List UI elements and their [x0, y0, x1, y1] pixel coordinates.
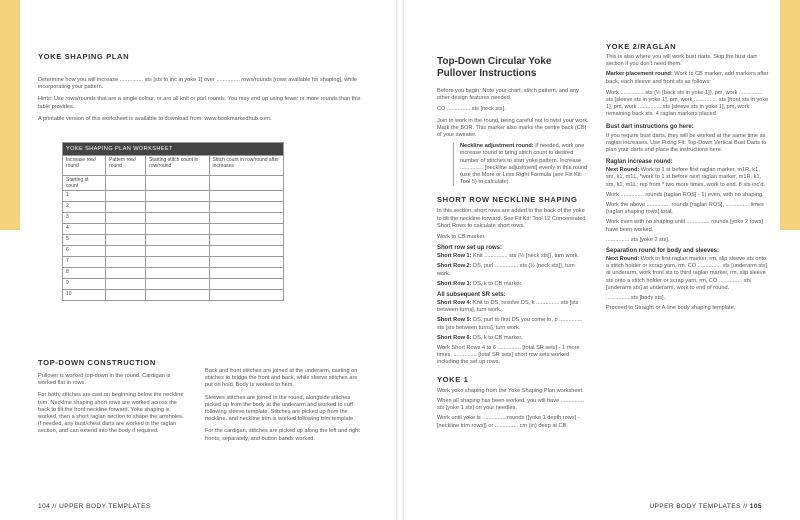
input-cell[interactable] — [146, 279, 209, 290]
table-row — [63, 268, 284, 279]
paragraph: Proceed to Straight or A-line body shaping template. — [606, 305, 736, 312]
worksheet-table-wrapper — [62, 142, 284, 301]
subheading: All subsequent SR sets: — [437, 292, 506, 299]
paragraph: When all shaping has been worked, you will have ............... sts [yoke 1 sts] on your needles. — [437, 397, 585, 412]
input-cell[interactable] — [146, 246, 209, 257]
input-cell[interactable] — [106, 279, 146, 290]
subheading: Separation round for body and sleeves: — [606, 248, 720, 255]
paragraph: Join to work in the round, being careful not to twist your work. Mark the BOR. This marker also marks the centre back (CB) of your sweater. — [437, 117, 589, 139]
paragraph — [437, 253, 589, 260]
paragraph: In this section, short rows are added to the back of the yoke to tilt the neckline forward. See Fit Kit: Tool 12 Concentrated Short Rows to calculate short rows. — [437, 208, 586, 229]
input-cell[interactable] — [146, 213, 209, 224]
inline-label: Marker placement round: — [606, 71, 673, 78]
paragraph: Hints: Use rows/rounds that are a single colour, or are all knit or purl rounds. You may end up using fewer or more rounds than this table provides. — [38, 96, 361, 110]
paragraph: Work even with no shaping until ............... rounds [yoke 2 rows] have been worked. — [606, 219, 763, 233]
paragraph — [437, 317, 589, 331]
inline-text: Work to 1 st before first raglan marker, m1R, k1, sm, k1, m1L, *work to 1 st before next raglan marker, m1R, k1, sm, k1, m1L; rep from * two more times, work to end. 8 sts inc'd. — [606, 167, 765, 188]
paragraph — [437, 263, 589, 277]
paragraph: Work ............... sts (½ [back sts in yoke 1]), pm, work ............... sts [sleeve sts in yoke 1], pm, work ............... sts [front sts in yoke 1], pm, work ............... sts [sleeve sts in yoke 1], pm, work remaining back sts. 4 raglan markers placed. — [606, 89, 769, 118]
inline-label: Next Round: — [606, 167, 640, 174]
yoke-shaping-plan-section — [38, 52, 368, 123]
input-cell[interactable] — [146, 268, 209, 279]
footer-separator: // — [743, 503, 748, 510]
inline-text: Knit to DS, resolve DS, k ............... sts [sts between turns], turn work. — [437, 300, 579, 314]
inline-label: Short Row 3: — [437, 280, 472, 287]
inline-text: If needed, work one increase round to bring stitch count to desired number of stitches to start yoke pattern. Increase ............... [neckline adjustment] evenly in this round (use the More or Less Right Formula (see Fix Kit: Tool 5) to calculate). — [460, 143, 588, 186]
input-cell[interactable] — [106, 191, 146, 202]
book-gutter — [396, 0, 404, 520]
paragraph: For the cardigan, stitches are picked up along the left and right fronts, separately, and button bands worked. — [205, 428, 360, 442]
row-label: 3 — [63, 213, 106, 224]
inline-label: Short Row 4: — [437, 300, 472, 307]
top-down-left-column — [38, 358, 186, 436]
paragraph: ............... sts [yoke 2 sts]. — [606, 236, 670, 243]
section-heading: YOKE 1 — [437, 374, 469, 384]
table-row — [63, 191, 284, 202]
table-row — [63, 213, 284, 224]
section-heading: YOKE SHAPING PLAN — [38, 52, 130, 61]
table-row — [63, 257, 284, 268]
input-cell[interactable] — [209, 290, 284, 301]
paragraph: CO ............... sts [neck sts]. — [437, 106, 506, 113]
section-heading: TOP-DOWN CONSTRUCTION — [38, 358, 156, 367]
inline-text: Knit ............... sts (½ [neck sts]), turn work. — [471, 253, 580, 260]
input-cell[interactable] — [146, 176, 209, 191]
row-label: 6 — [63, 246, 106, 257]
neckline-adjustment-box — [453, 143, 589, 186]
row-label: 10 — [63, 290, 106, 301]
input-cell[interactable] — [209, 213, 284, 224]
inline-label: Short Row 1: — [437, 253, 472, 260]
subheading: Bust dart instructions go here: — [606, 123, 694, 130]
input-cell[interactable] — [106, 176, 146, 191]
input-cell[interactable] — [106, 246, 146, 257]
paragraph: Work Short Rows 4 to 6 ............... [total SR sets] - 1 more times. ............... [total SR sets] short row sets worked including the set up rows. — [437, 345, 580, 366]
inline-label: Neckline adjustment round: — [460, 143, 534, 150]
paragraph — [437, 300, 589, 314]
subheading: Raglan increase round: — [606, 159, 673, 166]
column-header: Stitch count in row/round after increases — [209, 156, 284, 176]
paragraph — [460, 143, 589, 186]
paragraph: Sleeves stitches are joined in the round, alongside stitches picked up from the body at the underarm and worked to cuff following sleeve template. Stitches are picked up from the neckline, and neckline trim is worked following trim template. — [205, 394, 355, 423]
input-cell[interactable] — [146, 224, 209, 235]
inline-label: Short Row 2: — [437, 263, 472, 270]
paragraph: Work yoke shaping from the Yoke Shaping Plan worksheet. — [437, 387, 584, 394]
inline-label: Short Row 5: — [437, 317, 472, 324]
row-label: 7 — [63, 257, 106, 268]
right-page-tab — [780, 0, 800, 230]
row-label: 9 — [63, 279, 106, 290]
paragraph: For both, stitches are cast on beginning below the neckline trim. Neckline shaping short rows are worked across the back to tilt the front neckline forward. Yoke shaping is worked, then a short raglan section to shape the armholes. If needed, any bust/chest darts are worked in the raglan section, and can extend into the body if required. — [38, 392, 184, 435]
input-cell[interactable] — [209, 176, 284, 191]
inline-label: Short Row 6: — [437, 334, 472, 341]
column-header: Starting stitch count in row/round — [146, 156, 209, 176]
section-heading: SHORT ROW NECKLINE SHAPING — [437, 195, 578, 205]
inline-text: Work to first raglan marker, rm, slip sleeve sts onto a stitch holder or scrap yarn, rm, CO ............... sts [underarm sts] at underarm, work front sts to third raglan marker, rm, slip sleeve sts onto a stitch holder or scrap yarn, rm, CO ............... sts [underarm sts] at underarm, work to end of round. — [606, 256, 768, 291]
input-cell[interactable] — [209, 202, 284, 213]
inline-text: DS, purl ............... sts (½ [neck sts]), turn work. — [437, 263, 575, 277]
input-cell[interactable] — [146, 290, 209, 301]
paragraph — [606, 256, 770, 292]
input-cell[interactable] — [106, 224, 146, 235]
paragraph — [606, 167, 770, 189]
input-cell[interactable] — [106, 290, 146, 301]
inline-text: Work to CB marker, add markers after back, each sleeve and front sts as follows: — [606, 71, 769, 85]
section-heading: YOKE 2/RAGLAN — [606, 42, 677, 51]
inline-text: DS, k to CB marker. — [471, 334, 523, 341]
paragraph — [437, 335, 589, 342]
row-label: 2 — [63, 202, 106, 213]
inline-label: Next Round: — [606, 256, 640, 263]
table-row — [63, 235, 284, 246]
paragraph: Work to CB marker. — [437, 234, 486, 241]
paragraph: A printable version of this worksheet is available to download from: www.bookmarkedhub.com. — [38, 115, 272, 122]
paragraph — [606, 71, 770, 85]
right-page-footer — [649, 503, 762, 510]
column-header: Pattern row/ round — [106, 156, 146, 176]
paragraph: This is also where you will work bust darts. Skip the bust dart section if you don't need them. — [606, 54, 757, 68]
paragraph: Work ............... rounds [raglan ROS] - 1) even, with no shaping. — [606, 191, 764, 198]
input-cell[interactable] — [106, 202, 146, 213]
table-row — [63, 290, 284, 301]
row-label: Starting st count — [63, 176, 106, 191]
row-label: 8 — [63, 268, 106, 279]
input-cell[interactable] — [209, 246, 284, 257]
left-page-footer: 104 // UPPER BODY TEMPLATES — [38, 503, 151, 510]
input-cell[interactable] — [106, 235, 146, 246]
page-number: 105 — [749, 503, 762, 510]
paragraph: Before you begin: Note your chart, stitch pattern, and any other design features needed. — [437, 88, 579, 102]
input-cell[interactable] — [106, 257, 146, 268]
page-title: Top-Down Circular Yoke Pullover Instructions — [437, 56, 552, 79]
input-cell[interactable] — [106, 213, 146, 224]
table-row — [63, 279, 284, 290]
input-cell[interactable] — [209, 279, 284, 290]
table-row — [63, 202, 284, 213]
input-cell[interactable] — [146, 235, 209, 246]
input-cell[interactable] — [146, 257, 209, 268]
table-row — [63, 224, 284, 235]
column-header: Increase row/ round — [63, 156, 106, 176]
paragraph — [437, 281, 589, 288]
subheading: Short row set up rows: — [437, 245, 503, 252]
paragraph: Work the above ............... rounds [raglan ROS], ............... times [raglan shaping rows] total. — [606, 202, 764, 216]
worksheet-title: YOKE SHAPING PLAN WORKSHEET — [63, 143, 284, 156]
paragraph: Work until yoke is ............... rounds ([yoke 1 depth rows] - [neckline trim rows]) or ............... cm (in) deep at CB. — [437, 415, 580, 429]
yoke2-column — [606, 42, 770, 312]
paragraph: Back and front stitches are joined at the underarm, casting on stitches to bridge the front and back, while sleeve stitches are put on hold. Body is worked to hem. — [205, 368, 358, 389]
input-cell[interactable] — [209, 257, 284, 268]
left-page-tab — [0, 0, 20, 230]
input-cell[interactable] — [146, 202, 209, 213]
instructions-column — [437, 56, 589, 430]
input-cell[interactable] — [106, 268, 146, 279]
input-cell[interactable] — [146, 191, 209, 202]
row-label: 5 — [63, 235, 106, 246]
row-label: 4 — [63, 224, 106, 235]
paragraph: If you require bust darts, they will be worked at the same time as raglan increases. Use Fixing Fit: Top-Down Vertical Bust Darts to plan your darts and place the instructions here. — [606, 132, 767, 154]
paragraph: Determine how you will increase ............... sts [sts to inc in yoke 1] over ............... rows/rounds [rows available for shaping], while incorporating your pattern. — [38, 77, 357, 91]
inline-text: DS, purl to first DS you come to, p ............... sts [sts between turns], turn work. — [437, 317, 583, 331]
paragraph: Pullover is worked top-down in the round. Cardigan is worked flat in rows. — [38, 373, 171, 387]
yoke-worksheet-table — [62, 142, 284, 301]
top-down-right-column — [205, 368, 363, 443]
input-cell[interactable] — [209, 191, 284, 202]
input-cell[interactable] — [209, 224, 284, 235]
input-cell[interactable] — [209, 268, 284, 279]
input-cell[interactable] — [209, 235, 284, 246]
row-label: 1 — [63, 191, 106, 202]
paragraph: ............... sts [body sts]. — [606, 295, 666, 302]
table-row — [63, 176, 284, 191]
inline-text: DS, k to CB marker. — [471, 280, 523, 287]
footer-text: UPPER BODY TEMPLATES — [649, 503, 741, 510]
table-row — [63, 246, 284, 257]
